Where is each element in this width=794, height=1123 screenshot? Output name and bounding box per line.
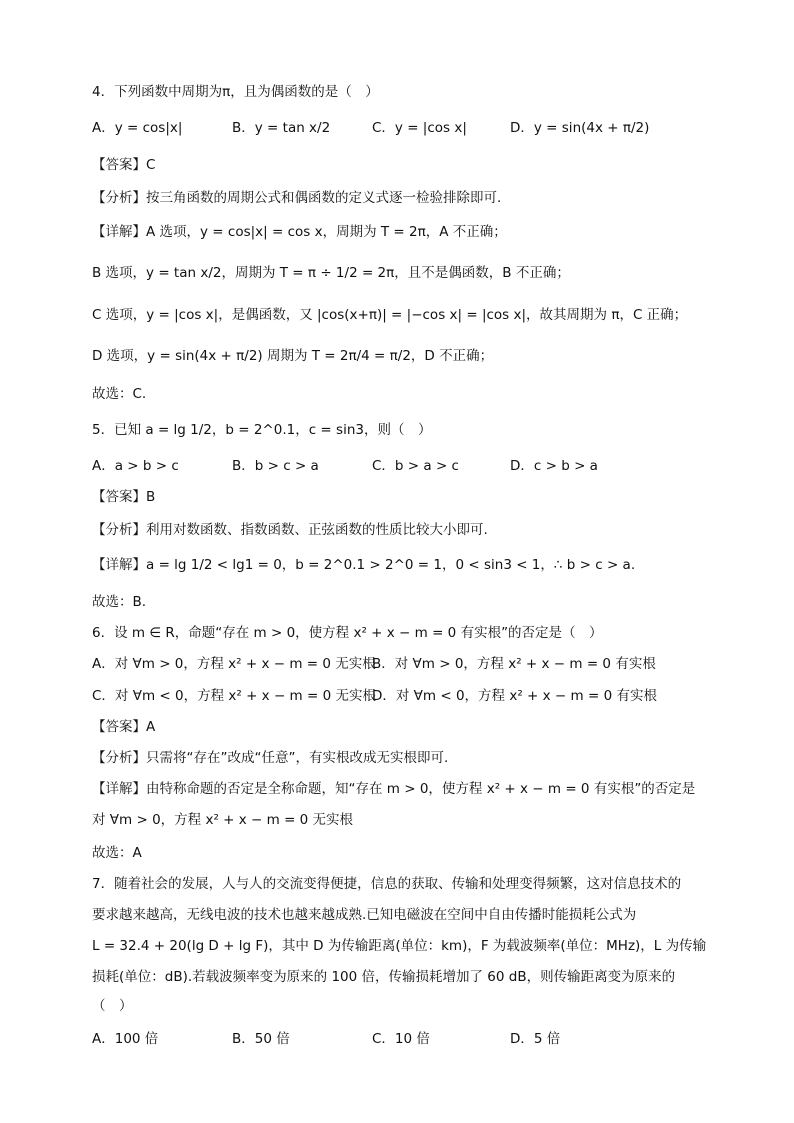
q6-stem: 6．设 m ∈ R，命题“存在 m > 0，使方程 x² + x − m = 0 有实根”的否定是（ ） [92,625,603,641]
q6-detail-1: 【详解】由特称命题的否定是全称命题，知“存在 m > 0，使方程 x² + x − m = 0 有实根”的否定是 [92,781,696,797]
q4-detail-2: B 选项，y = tan x/2，周期为 T = π ÷ 1/2 = 2π，且不是偶函数，B 不正确； [92,265,570,281]
q5-answer: 【答案】B [92,489,156,505]
q7-option-d: D．5 倍 [510,1031,561,1047]
q5-detail: 【详解】a = lg 1/2 < lg1 = 0，b = 2^0.1 > 2^0 = 1，0 < sin3 < 1，∴ b > c > a. [92,557,636,573]
q4-analysis: 【分析】按三角函数的周期公式和偶函数的定义式逐一检验排除即可. [92,190,502,206]
q7-option-a: A．100 倍 [92,1031,159,1047]
q7-line-2: 要求越来越高，无线电波的技术也越来越成熟.已知电磁波在空间中自由传播时能损耗公式为 [92,907,637,923]
q5-stem: 5．已知 a = lg 1/2，b = 2^0.1，c = sin3，则（ ） [92,422,432,438]
q7-line-1: 7．随着社会的发展，人与人的交流变得便捷，信息的获取、传输和处理变得频繁，这对信息技术的 [92,876,682,892]
q4-detail-4: D 选项，y = sin(4x + π/2) 周期为 T = 2π/4 = π/2，D 不正确； [92,348,494,364]
q4-answer: 【答案】C [92,157,156,173]
q6-detail-2: 对 ∀m > 0，方程 x² + x − m = 0 无实根 [92,812,354,828]
q5-analysis: 【分析】利用对数函数、指数函数、正弦函数的性质比较大小即可. [92,522,488,538]
q4-stem: 4．下列函数中周期为π，且为偶函数的是（ ） [92,84,379,100]
q6-analysis: 【分析】只需将“存在”改成“任意”，有实根改成无实根即可. [92,750,449,766]
q5-option-b: B．b > c > a [232,458,319,474]
q6-option-c: C．对 ∀m < 0，方程 x² + x − m = 0 无实根 [92,688,376,704]
q7-option-c: C．10 倍 [372,1031,430,1047]
q7-line-3: L = 32.4 + 20(lg D + lg F)，其中 D 为传输距离(单位：km)，F 为载波频率(单位：MHz)，L 为传输 [92,938,707,954]
q6-option-a: A．对 ∀m > 0，方程 x² + x − m = 0 无实根 [92,656,376,672]
q6-answer: 【答案】A [92,719,156,735]
q5-option-c: C．b > a > c [372,458,459,474]
q4-option-d: D．y = sin(4x + π/2) [510,120,650,136]
q4-option-a: A．y = cos|x| [92,120,183,136]
q7-line-5: （ ） [92,998,133,1014]
q4-detail-3: C 选项，y = |cos x|，是偶函数，又 |cos(x+π)| = |−cos x| = |cos x|，故其周期为 π，C 正确； [92,307,688,323]
q4-detail-1: 【详解】A 选项，y = cos|x| = cos x，周期为 T = 2π，A 不正确； [92,224,507,240]
q7-line-4: 损耗(单位：dB).若载波频率变为原来的 100 倍，传输损耗增加了 60 dB，则传输距离变为原来的 [92,969,676,985]
q6-option-b: B．对 ∀m > 0，方程 x² + x − m = 0 有实根 [372,656,656,672]
q4-option-c: C．y = |cos x| [372,120,467,136]
q5-option-d: D．c > b > a [510,458,598,474]
q5-option-a: A．a > b > c [92,458,179,474]
q4-select: 故选：C. [92,386,147,402]
q5-select: 故选：B. [92,594,147,610]
q6-option-d: D．对 ∀m < 0，方程 x² + x − m = 0 有实根 [372,688,657,704]
q7-option-b: B．50 倍 [232,1031,290,1047]
q6-select: 故选：A [92,845,142,861]
q4-option-b: B．y = tan x/2 [232,120,331,136]
